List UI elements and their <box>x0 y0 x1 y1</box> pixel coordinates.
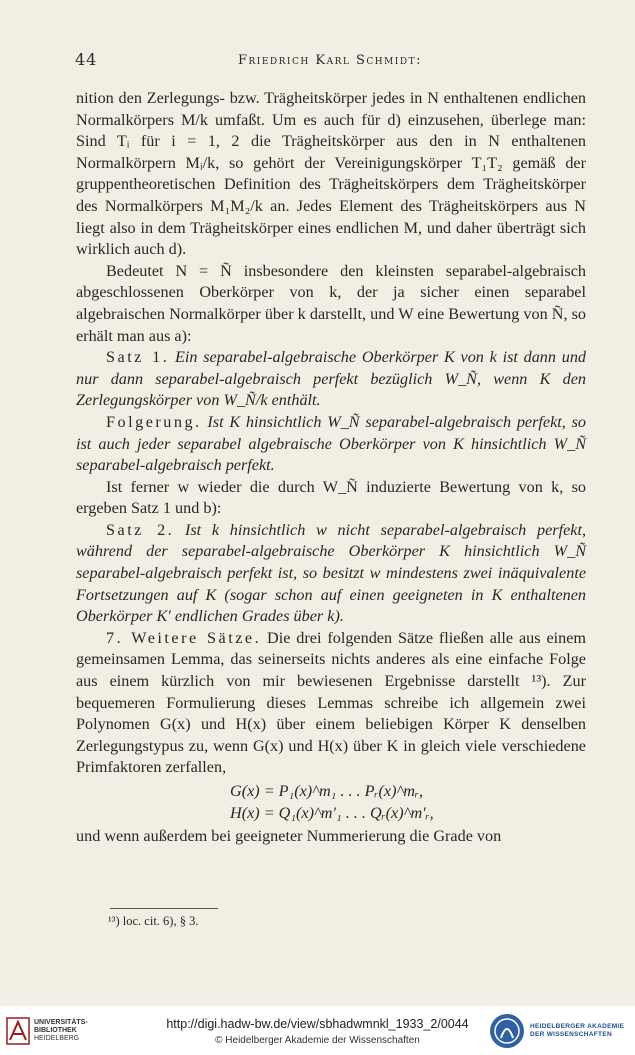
corollary-text: Ist K hinsichtlich W_Ñ separabel-algebraisch perfekt, so ist auch jeder separabel algebraische Oberkörper von K hinsichtlich W_Ñ separabel-algebraisch perfekt. <box>76 412 586 475</box>
theorem-satz-2 <box>76 520 586 628</box>
formula: G(x) = P₁(x)^m₁ . . . Pᵣ(x)^mᵣ, <box>230 782 424 800</box>
footer-bar <box>0 1006 635 1055</box>
paragraph: Ist ferner w wieder die durch W_Ñ induzierte Bewertung von k, so ergeben Satz 1 und b): <box>76 477 586 518</box>
paragraph: nition den Zerlegungs- bzw. Trägheitskörper jedes in N enthaltenen endlichen Normalkörpers M/k umfaßt. Um es auch für d) einzusehen, überlege man: Sind Tᵢ für i = 1, 2 die Trägheitskörper aus den in N enthaltenen Normalkörpern Mᵢ/k, so gehört der Vereinigungskörper T₁T₂ gemäß der gruppentheoretischen Definition des Trägheitskörpers dem Trägheitskörper des Normalkörpers M₁M₂/k an. Jedes Element des Trägheitskörpers aus N liegt also in dem Trägheitskörper eines endlichen M, und daher überträgt sich wirklich auch d). <box>76 89 586 259</box>
page-header <box>75 50 585 72</box>
footnote: ¹³) loc. cit. 6), § 3. <box>108 914 199 928</box>
corollary <box>76 412 586 477</box>
corollary-label: Folgerung. <box>106 412 202 431</box>
university-library-name: UNIVERSITÄTS- BIBLIOTHEK HEIDELBERG <box>34 1019 88 1042</box>
theorem-label: Satz 1. <box>106 348 170 367</box>
theorem-satz-1 <box>76 347 586 412</box>
page-number: 44 <box>75 50 98 69</box>
formula-block <box>76 781 586 824</box>
body-text <box>76 88 586 848</box>
theorem-text: Ist k hinsichtlich w nicht separabel-algebraisch perfekt, während der separabel-algebraische Oberkörper K hinsichtlich W_Ñ separabel-algebraisch perfekt ist, so besitzt w mindestens zwei inäquivalente Fortsetzungen auf K (sogar schon auf einen geeigneten in K enthaltenen Oberkörper K′ endlichen Grades über k). <box>76 520 586 626</box>
academy-name: HEIDELBERGER AKADEMIE DER WISSENSCHAFTEN <box>530 1023 625 1038</box>
academy-logo-icon <box>488 1012 526 1050</box>
paragraph: Bedeutet N = Ñ insbesondere den kleinsten separabel-algebraisch abgeschlossenen Oberkörper von k, der ja sicher einen separabel algebraischen Normalkörper über k darstellt, und W eine Bewertung von Ñ, so erhält man aus a): <box>76 261 586 345</box>
source-url-link[interactable]: http://digi.hadw-bw.de/view/sbhadwmnkl_1933_2/0044 <box>166 1017 469 1031</box>
theorem-text: Ein separabel-algebraische Oberkörper K von k ist dann und nur dann separabel-algebraisch perfekt bezüglich W_Ñ, wenn K den Zerlegungskörper von W_Ñ/k enthält. <box>76 348 587 410</box>
theorem-label: Satz 2. <box>106 520 175 539</box>
section-paragraph <box>76 628 586 779</box>
section-heading: 7. Weitere Sätze. <box>106 628 262 647</box>
running-head: Friedrich Karl Schmidt: <box>238 53 422 68</box>
footnote-rule <box>110 908 218 909</box>
formula: H(x) = Q₁(x)^m′₁ . . . Qᵣ(x)^m′ᵣ, <box>230 803 434 822</box>
paragraph: und wenn außerdem bei geeigneter Nummerierung die Grade von <box>76 827 502 846</box>
copyright: © Heidelberger Akademie der Wissenschaften <box>215 1035 420 1046</box>
paragraph-text: Die drei folgenden Sätze fließen alle aus einem gemeinsamen Lemma, das seinerseits nichts anderes als eine einfache Folge aus einem kürzlich von mir bewiesenen Ergebnisse darstellt ¹³). Zur bequemeren Formulierung dieses Lemmas schreibe ich allgemein zwei Polynomen G(x) und H(x) über einem beliebigen Körper K denselben Zerlegungstypus zu, wenn G(x) und H(x) über K in gleich viele verschiedene Primfaktoren zerfallen, <box>76 628 587 777</box>
